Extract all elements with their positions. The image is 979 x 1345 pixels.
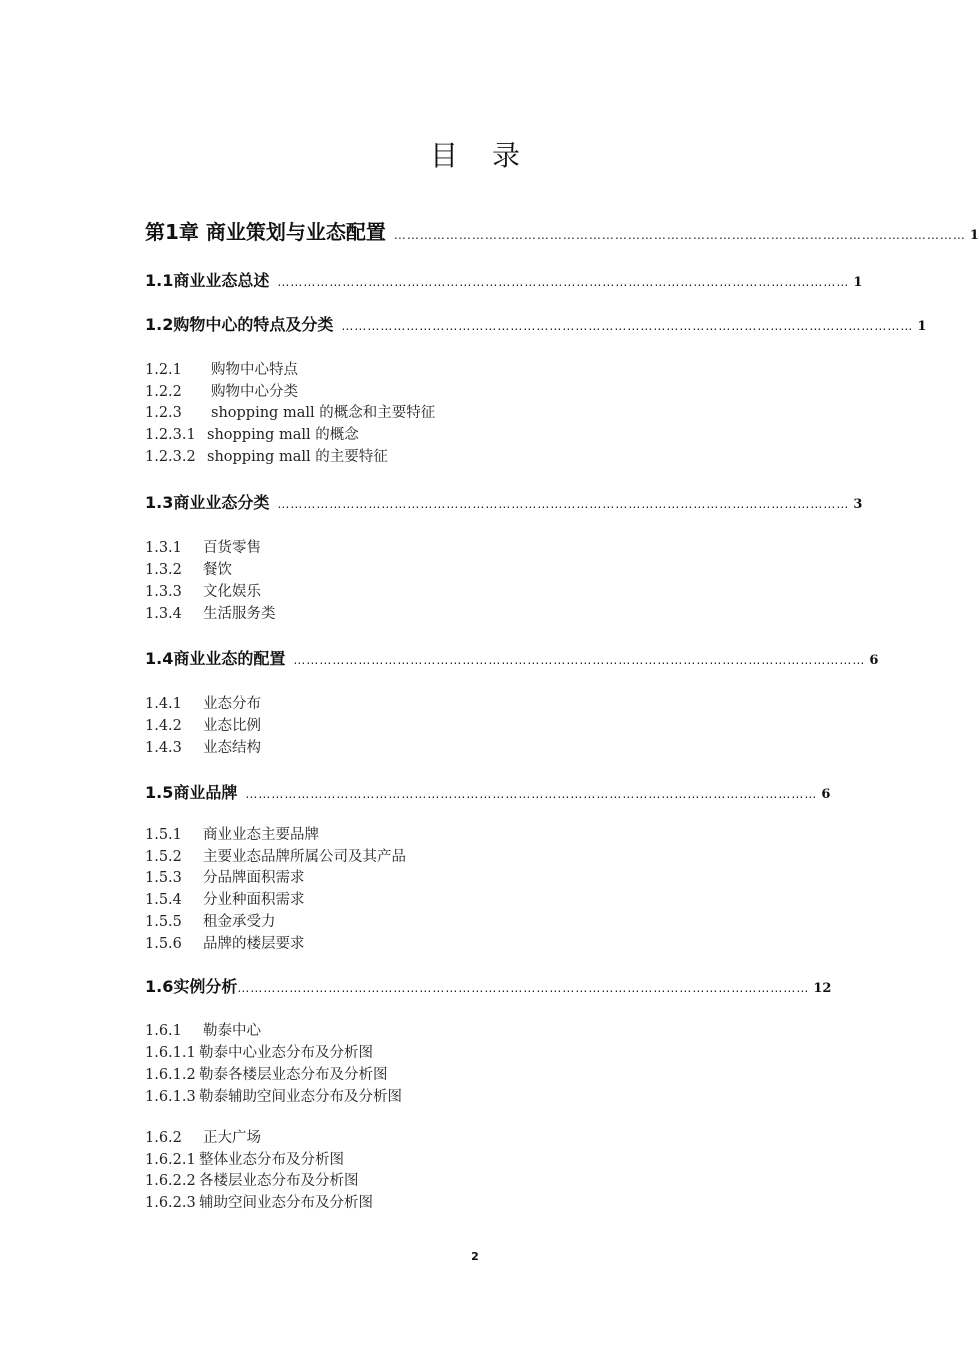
toc-entry-1-3-1[interactable] [145,536,261,557]
entry-title: 生活服务类 [203,606,276,622]
toc-entry-1-6-2[interactable] [145,1126,261,1147]
dot-leader: …………………………………………………………………………………………………………………… [277,497,850,511]
entry-number: 1.2.3.2 [145,449,196,465]
toc-entry-1-5-5[interactable] [145,910,276,931]
section-title: 商业业态总述 [173,271,270,290]
entry-number: 1.5.5 [145,914,182,930]
entry-title: 租金承受力 [203,914,276,930]
toc-entry-1-4-1[interactable] [145,692,261,713]
section-number: 1.6 [145,977,174,996]
toc-entry-1-6-2-1[interactable] [145,1148,344,1169]
entry-number: 1.6.1.2 [145,1067,196,1083]
entry-number: 1.2.1 [145,362,182,378]
entry-title: 整体业态分布及分析图 [199,1152,344,1168]
entry-number: 1.5.1 [145,827,182,843]
entry-title: 勒泰中心 [203,1023,261,1039]
entry-title: 购物中心分类 [211,384,298,400]
entry-title: 分业种面积需求 [203,892,305,908]
section-title: 商业业态分类 [173,493,270,512]
toc-entry-1-4-3[interactable] [145,736,261,757]
dot-leader: …………………………………………………………………………………………………………………… [245,787,818,801]
section-title: 购物中心的特点及分类 [173,315,334,334]
entry-number: 1.6.1.1 [145,1045,196,1061]
toc-entry-1-5-2[interactable] [145,845,406,866]
entry-title: 正大广场 [203,1130,261,1146]
toc-entry-1-5-1[interactable] [145,823,319,844]
section-title: 商业业态的配置 [173,649,286,668]
entry-number: 1.2.3 [145,405,182,421]
toc-title-char-1: 目 [429,139,458,172]
entry-title: 勒泰中心业态分布及分析图 [199,1045,373,1061]
toc-entry-1-5-3[interactable] [145,866,305,887]
toc-entry-1-6-2-2[interactable] [145,1169,359,1190]
entry-number: 1.3.3 [145,584,182,600]
entry-number: 1.4.2 [145,718,182,734]
section-title: 商业品牌 [173,783,238,802]
entry-title: 分品牌面积需求 [203,870,305,886]
section-page: 6 [869,653,879,668]
section-number: 1.5 [145,783,174,802]
toc-entry-1-2-3-1[interactable] [145,423,359,444]
entry-title: 业态比例 [203,718,261,734]
entry-title: 各楼层业态分布及分析图 [199,1173,359,1189]
toc-entry-1-6-1-1[interactable] [145,1041,373,1062]
section-number: 1.2 [145,315,174,334]
chapter-page: 1 [969,228,979,243]
entry-number: 1.6.2.2 [145,1173,196,1189]
section-number: 1.1 [145,271,174,290]
toc-section-1-2[interactable] [145,312,927,335]
entry-number: 1.5.4 [145,892,182,908]
entry-title: 业态结构 [203,740,261,756]
entry-title: 购物中心特点 [211,362,298,378]
toc-entry-1-3-2[interactable] [145,558,232,579]
entry-title: 业态分布 [203,696,261,712]
section-number: 1.3 [145,493,174,512]
toc-section-1-3[interactable] [145,490,863,513]
dot-leader: …………………………………………………………………………………………………………………… [277,275,850,289]
entry-number: 1.6.1 [145,1023,182,1039]
section-page: 1 [853,275,863,290]
section-page: 1 [917,319,927,334]
entry-title: 品牌的楼层要求 [203,936,305,952]
toc-entry-1-2-3-2[interactable] [145,445,388,466]
entry-number: 1.6.2.3 [145,1195,196,1211]
toc-entry-1-3-4[interactable] [145,602,276,623]
entry-number: 1.2.3.1 [145,427,196,443]
entry-number: 1.2.2 [145,384,182,400]
toc-entry-1-5-4[interactable] [145,888,305,909]
toc-entry-1-3-3[interactable] [145,580,261,601]
entry-number: 1.6.1.3 [145,1089,196,1105]
entry-title: 百货零售 [203,540,261,556]
section-page: 3 [853,497,863,512]
toc-section-1-6[interactable] [145,974,832,997]
toc-entry-1-2-1[interactable] [145,358,298,379]
toc-section-1-4[interactable] [145,646,879,669]
toc-title [0,134,950,174]
section-page: 12 [813,981,832,996]
toc-title-char-2: 录 [492,139,521,172]
entry-title: 辅助空间业态分布及分析图 [199,1195,373,1211]
toc-entry-1-4-2[interactable] [145,714,261,735]
entry-number: 1.4.1 [145,696,182,712]
toc-section-1-5[interactable] [145,780,831,803]
entry-title: shopping mall 的主要特征 [207,449,388,465]
entry-number: 1.6.2.1 [145,1152,196,1168]
entry-number: 1.3.2 [145,562,182,578]
toc-entry-1-2-3[interactable] [145,401,435,422]
entry-number: 1.5.3 [145,870,182,886]
toc-entry-1-5-6[interactable] [145,932,305,953]
toc-entry-1-2-2[interactable] [145,380,298,401]
entry-number: 1.6.2 [145,1130,182,1146]
entry-title: 文化娱乐 [203,584,261,600]
entry-number: 1.3.1 [145,540,182,556]
toc-entry-1-6-2-3[interactable] [145,1191,373,1212]
entry-title: 餐饮 [203,562,232,578]
entry-number: 1.5.2 [145,849,182,865]
toc-entry-1-6-1[interactable] [145,1019,261,1040]
section-number: 1.4 [145,649,174,668]
section-title: 实例分析 [173,977,238,996]
dot-leader: …………………………………………………………………………………………………………………… [293,653,866,667]
toc-section-1-1[interactable] [145,268,863,291]
toc-entry-1-6-1-2[interactable] [145,1063,388,1084]
entry-title: 商业业态主要品牌 [203,827,319,843]
section-page: 6 [821,787,831,802]
entry-title: 勒泰辅助空间业态分布及分析图 [199,1089,402,1105]
entry-title: 主要业态品牌所属公司及其产品 [203,849,406,865]
dot-leader: …………………………………………………………………………………………………………………… [393,228,966,242]
dot-leader: …………………………………………………………………………………………………………………… [341,319,914,333]
toc-entry-1-6-1-3[interactable] [145,1085,402,1106]
entry-title: 勒泰各楼层业态分布及分析图 [199,1067,388,1083]
entry-number: 1.5.6 [145,936,182,952]
chapter-label: 第1章 商业策划与业态配置 [145,220,386,244]
entry-number: 1.3.4 [145,606,182,622]
dot-leader: …………………………………………………………………………………………………………………… [237,981,810,995]
entry-title: shopping mall 的概念和主要特征 [211,405,436,421]
toc-chapter-1[interactable] [145,216,979,245]
entry-number: 1.4.3 [145,740,182,756]
entry-title: shopping mall 的概念 [207,427,359,443]
page-number: 2 [471,1250,479,1263]
